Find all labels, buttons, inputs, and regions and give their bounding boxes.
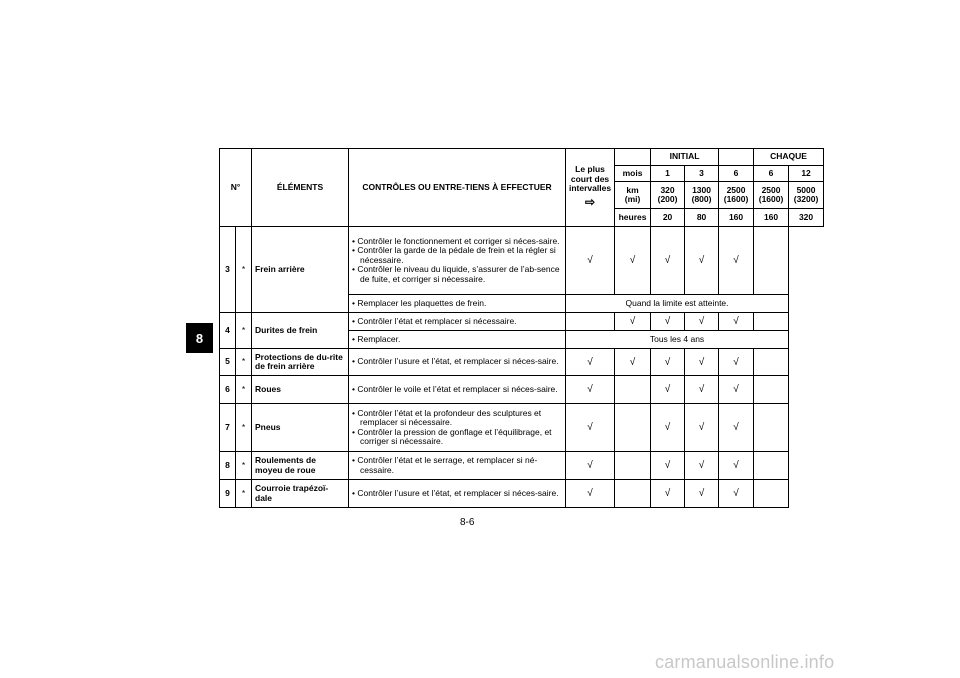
check-mark: √	[651, 313, 685, 331]
operation: • Contrôler l’état et la profondeur des sculptures et remplacer si nécessaire.	[352, 409, 562, 428]
row-star: *	[236, 480, 252, 508]
check-mark: √	[566, 227, 615, 295]
unit-mois: mois	[615, 166, 651, 182]
row-star: *	[236, 227, 252, 313]
check-mark: √	[719, 227, 754, 295]
page-number: 8-6	[460, 517, 475, 528]
check-mark: √	[685, 227, 719, 295]
row-star: *	[236, 349, 252, 376]
operation: • Contrôler l’état et le serrage, et remplacer si né-cessaire.	[352, 456, 562, 475]
check-mark: √	[651, 227, 685, 295]
check-mark: √	[566, 376, 615, 404]
operation: • Contrôler le voile et l’état et remplacer si néces-saire.	[352, 385, 562, 394]
row-item: Pneus	[252, 404, 349, 452]
row-item: Courroie trapézoï-dale	[252, 480, 349, 508]
row-operations	[349, 227, 566, 295]
km-value: 2500 (1600)	[754, 182, 789, 209]
header-chaque: CHAQUE	[754, 149, 824, 166]
check-mark: √	[615, 227, 651, 295]
row-operations	[349, 480, 566, 508]
check-mark: √	[651, 480, 685, 508]
check-mark: √	[566, 452, 615, 480]
heures-value: 320	[789, 209, 824, 227]
row-operations	[349, 295, 566, 313]
row-operations	[349, 313, 566, 331]
table-row	[220, 376, 824, 404]
check-mark: √	[685, 404, 719, 452]
unit-km: km (mi)	[615, 182, 651, 209]
mois-value: 12	[789, 166, 824, 182]
check-mark: √	[651, 404, 685, 452]
check-mark: √	[719, 404, 754, 452]
interval-note: Tous les 4 ans	[566, 331, 789, 349]
maintenance-table	[219, 148, 824, 508]
row-operations	[349, 376, 566, 404]
row-number: 6	[220, 376, 236, 404]
row-star: *	[236, 452, 252, 480]
row-number: 9	[220, 480, 236, 508]
check-mark: √	[651, 376, 685, 404]
row-item: Frein arrière	[252, 227, 349, 313]
check-mark: √	[685, 349, 719, 376]
row-number: 7	[220, 404, 236, 452]
check-mark: √	[719, 480, 754, 508]
check-mark: √	[719, 452, 754, 480]
check-mark: √	[615, 349, 651, 376]
check-mark: √	[651, 349, 685, 376]
row-item: Durites de frein	[252, 313, 349, 349]
row-operations	[349, 349, 566, 376]
header-shortest-label: Le plus court des intervalles	[569, 164, 612, 194]
check-mark: √	[615, 313, 651, 331]
check-mark: √	[566, 349, 615, 376]
check-mark: √	[685, 452, 719, 480]
check-mark: √	[651, 452, 685, 480]
row-star: *	[236, 313, 252, 349]
mois-value: 1	[651, 166, 685, 182]
row-item: Protections de du-rite de frein arrière	[252, 349, 349, 376]
operation: • Contrôler le fonctionnement et corriger si néces-saire.	[352, 237, 562, 246]
header-num: N°	[220, 149, 252, 227]
check-mark: √	[566, 480, 615, 508]
check-mark: √	[719, 349, 754, 376]
table-row	[220, 480, 824, 508]
operation: • Remplacer les plaquettes de frein.	[352, 299, 562, 308]
operation: • Contrôler la garde de la pédale de frein et la régler si nécessaire.	[352, 246, 562, 265]
operation: • Contrôler l’usure et l’état, et remplacer si néces-saire.	[352, 357, 562, 366]
arrow-right-icon: ⇨	[584, 195, 596, 210]
heures-value: 20	[651, 209, 685, 227]
row-operations	[349, 331, 566, 349]
check-mark: √	[719, 313, 754, 331]
row-number: 5	[220, 349, 236, 376]
unit-heures: heures	[615, 209, 651, 227]
table-row	[220, 227, 824, 295]
header-shortest	[566, 149, 615, 227]
header-elements: ÉLÉMENTS	[252, 149, 349, 227]
table-row	[220, 404, 824, 452]
operation: • Contrôler l’usure et l’état, et remplacer si néces-saire.	[352, 489, 562, 498]
mois-value: 6	[719, 166, 754, 182]
row-number: 4	[220, 313, 236, 349]
row-operations	[349, 404, 566, 452]
header-initial: INITIAL	[651, 149, 719, 166]
interval-note: Quand la limite est atteinte.	[566, 295, 789, 313]
row-item: Roulements de moyeu de roue	[252, 452, 349, 480]
km-value: 2500 (1600)	[719, 182, 754, 209]
check-mark: √	[685, 313, 719, 331]
row-star: *	[236, 404, 252, 452]
check-mark: √	[719, 376, 754, 404]
check-mark: √	[685, 376, 719, 404]
km-value: 5000 (3200)	[789, 182, 824, 209]
operation: • Contrôler le niveau du liquide, s’assurer de l’ab-sence de fuite, et corriger si nécessaire.	[352, 265, 562, 284]
km-value: 320 (200)	[651, 182, 685, 209]
operation: • Remplacer.	[352, 335, 562, 344]
row-number: 3	[220, 227, 236, 313]
mois-value: 6	[754, 166, 789, 182]
operation: • Contrôler l’état et remplacer si nécessaire.	[352, 317, 562, 326]
header-checks: CONTRÔLES OU ENTRE-TIENS À EFFECTUER	[349, 149, 566, 227]
table-row	[220, 313, 824, 331]
row-item: Roues	[252, 376, 349, 404]
km-value: 1300 (800)	[685, 182, 719, 209]
row-operations	[349, 452, 566, 480]
operation: • Contrôler la pression de gonflage et l’équilibrage, et corriger si nécessaire.	[352, 428, 562, 447]
watermark: carmanualsonline.info	[655, 652, 835, 672]
table-row	[220, 452, 824, 480]
table-row	[220, 349, 824, 376]
heures-value: 160	[754, 209, 789, 227]
mois-value: 3	[685, 166, 719, 182]
row-star: *	[236, 376, 252, 404]
heures-value: 160	[719, 209, 754, 227]
check-mark: √	[685, 480, 719, 508]
section-tab: 8	[186, 323, 213, 353]
heures-value: 80	[685, 209, 719, 227]
check-mark: √	[566, 404, 615, 452]
row-number: 8	[220, 452, 236, 480]
